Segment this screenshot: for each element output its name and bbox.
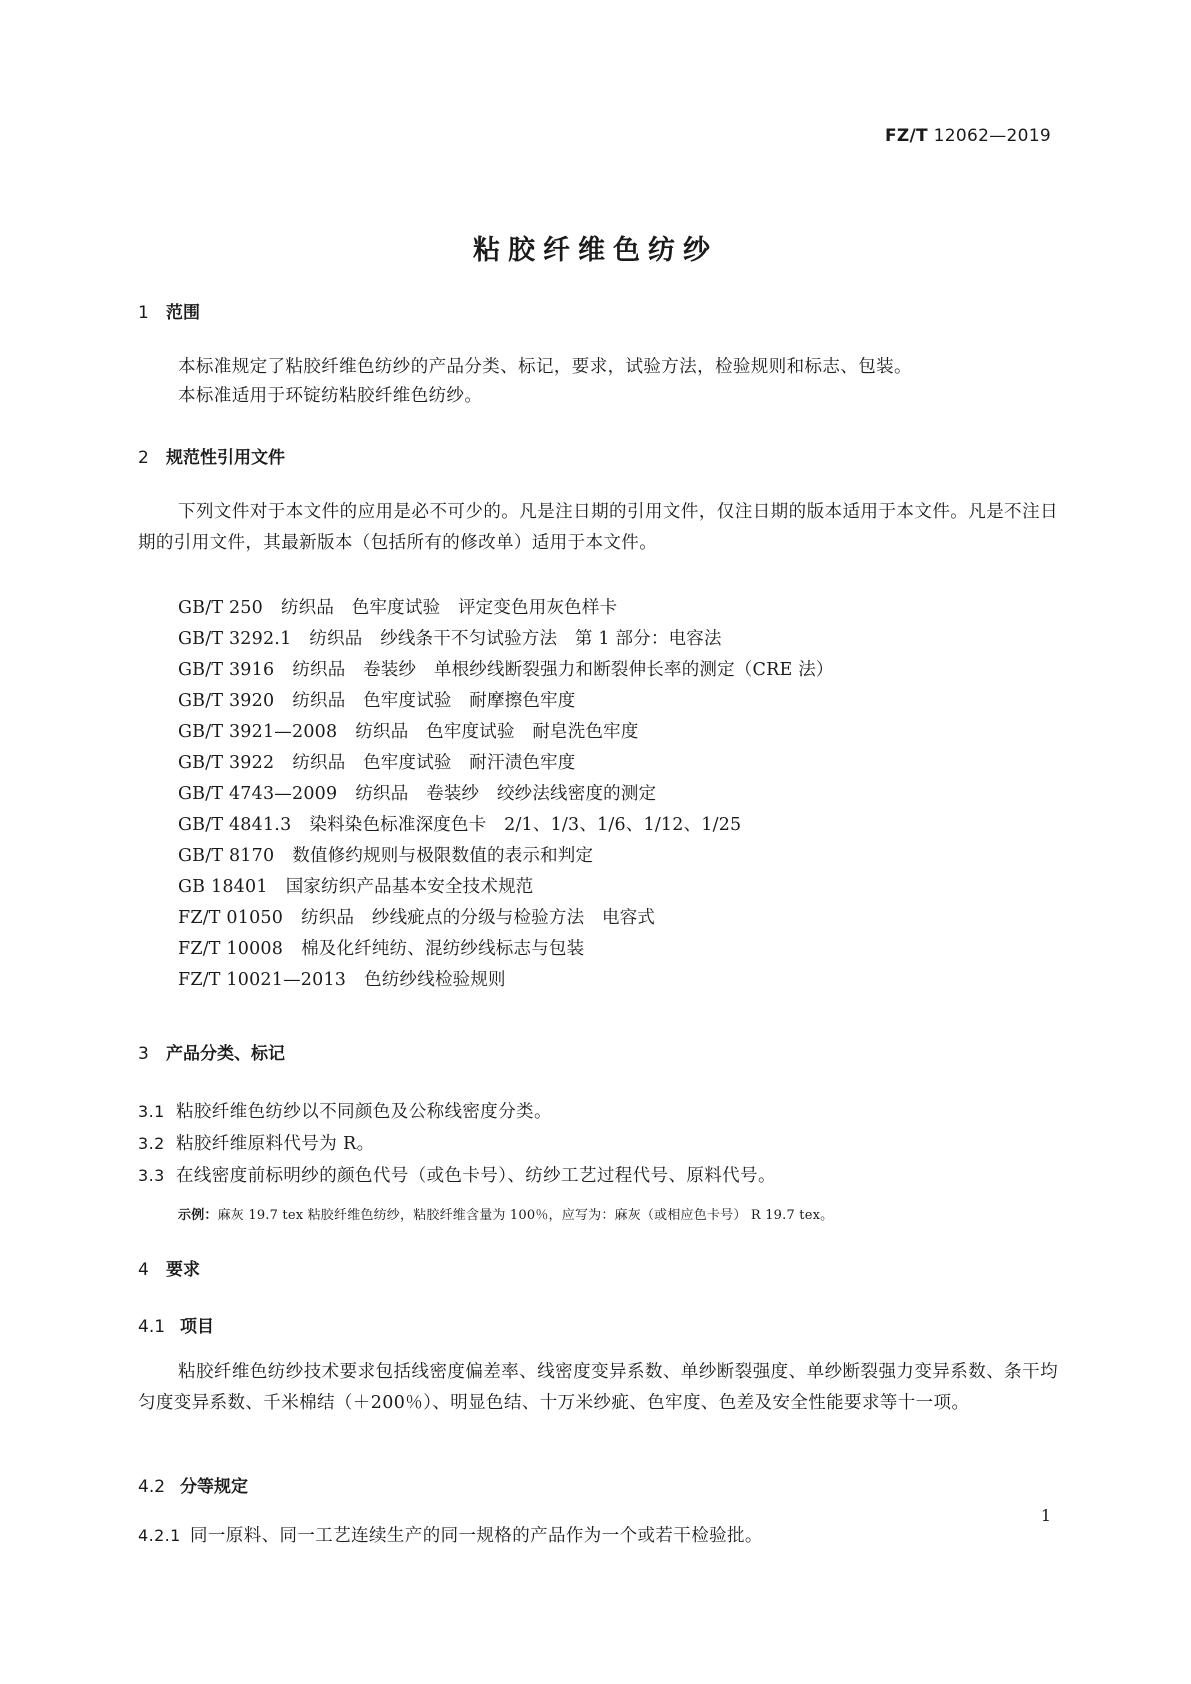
reference-code: GB/T 4841.3 bbox=[178, 815, 292, 835]
section-number: 4 bbox=[138, 1260, 149, 1280]
reference-code: FZ/T 10008 bbox=[178, 939, 284, 959]
clause-3-1 bbox=[138, 1098, 552, 1123]
reference-code: FZ/T 10021—2013 bbox=[178, 970, 347, 990]
section-1-para-1: 本标准规定了粘胶纤维色纺纱的产品分类、标记，要求，试验方法，检验规则和标志、包装。 bbox=[178, 357, 912, 377]
section-number: 2 bbox=[138, 448, 149, 468]
standard-code: 12062—2019 bbox=[933, 126, 1051, 146]
clause-number: 3.2 bbox=[138, 1134, 165, 1153]
clause-text: 在线密度前标明纱的颜色代号（或色卡号）、纺纱工艺过程代号、原料代号。 bbox=[176, 1166, 776, 1186]
reference-name: 数值修约规则与极限数值的表示和判定 bbox=[292, 846, 594, 866]
reference-item bbox=[178, 841, 834, 872]
reference-list bbox=[178, 593, 834, 996]
reference-name: 色纺纱线检验规则 bbox=[364, 970, 506, 990]
section-3-heading bbox=[138, 1039, 285, 1064]
reference-code: GB/T 3916 bbox=[178, 660, 275, 680]
section-title: 项目 bbox=[180, 1317, 214, 1337]
clause-text: 粘胶纤维原料代号为 R。 bbox=[176, 1134, 375, 1154]
section-number: 3 bbox=[138, 1044, 149, 1064]
reference-item bbox=[178, 810, 834, 841]
clause-number: 4.2.1 bbox=[138, 1526, 181, 1545]
reference-name: 染料染色标准深度色卡 2/1、1/3、1/6、1/12、1/25 bbox=[309, 815, 742, 835]
reference-code: GB/T 3292.1 bbox=[178, 629, 292, 649]
section-2-intro: 下列文件对于本文件的应用是必不可少的。凡是注日期的引用文件，仅注日期的版本适用于本文件。凡是不注日期的引用文件，其最新版本（包括所有的修改单）适用于本文件。 bbox=[138, 502, 1058, 553]
section-1-para-2: 本标准适用于环锭纺粘胶纤维色纺纱。 bbox=[178, 386, 483, 406]
reference-item bbox=[178, 717, 834, 748]
reference-item bbox=[178, 655, 834, 686]
reference-code: GB/T 3922 bbox=[178, 753, 275, 773]
page-number: 1 bbox=[1040, 1506, 1051, 1525]
section-title: 产品分类、标记 bbox=[166, 1044, 285, 1064]
document-title: 粘胶纤维色纺纱 bbox=[473, 235, 718, 266]
reference-name: 纺织品 卷装纱 绞纱法线密度的测定 bbox=[355, 784, 657, 804]
reference-name: 国家纺织产品基本安全技术规范 bbox=[285, 877, 534, 897]
reference-code: GB 18401 bbox=[178, 877, 268, 897]
section-number: 4.1 bbox=[138, 1317, 166, 1337]
reference-item bbox=[178, 686, 834, 717]
reference-code: GB/T 8170 bbox=[178, 846, 275, 866]
section-title: 规范性引用文件 bbox=[166, 448, 285, 468]
example-note bbox=[178, 1204, 833, 1223]
clause-text: 同一原料、同一工艺连续生产的同一规格的产品作为一个或若干检验批。 bbox=[190, 1526, 763, 1546]
reference-name: 纺织品 色牢度试验 耐汗渍色牢度 bbox=[292, 753, 576, 773]
section-1-heading bbox=[138, 298, 200, 323]
clause-3-2 bbox=[138, 1130, 375, 1155]
section-title: 要求 bbox=[166, 1260, 200, 1280]
section-4-heading bbox=[138, 1255, 200, 1280]
section-number: 1 bbox=[138, 303, 149, 323]
reference-name: 纺织品 色牢度试验 评定变色用灰色样卡 bbox=[280, 598, 618, 618]
reference-name: 棉及化纤纯纺、混纺纱线标志与包装 bbox=[301, 939, 585, 959]
reference-item bbox=[178, 593, 834, 624]
example-label: 示例： bbox=[178, 1208, 218, 1223]
reference-name: 纺织品 纱线条干不匀试验方法 第 1 部分：电容法 bbox=[309, 629, 722, 649]
reference-code: GB/T 3920 bbox=[178, 691, 275, 711]
clause-text: 粘胶纤维色纺纱以不同颜色及公称线密度分类。 bbox=[176, 1102, 552, 1122]
reference-code: GB/T 250 bbox=[178, 598, 263, 618]
standard-number bbox=[885, 126, 1051, 146]
reference-item bbox=[178, 934, 834, 965]
section-4-1-text: 粘胶纤维色纺纱技术要求包括线密度偏差率、线密度变异系数、单纱断裂强度、单纱断裂强力变异系数、条干均匀度变异系数、千米棉结（＋200％）、明显色结、十万米纱疵、色牢度、色差及安全性能要求等十一项。 bbox=[138, 1362, 1058, 1413]
section-2-heading bbox=[138, 443, 285, 468]
reference-item bbox=[178, 965, 834, 996]
reference-name: 纺织品 色牢度试验 耐皂洗色牢度 bbox=[355, 722, 639, 742]
clause-4-2-1 bbox=[138, 1522, 763, 1547]
reference-item bbox=[178, 748, 834, 779]
reference-code: GB/T 3921—2008 bbox=[178, 722, 338, 742]
standard-prefix: FZ/T bbox=[884, 126, 928, 146]
reference-item bbox=[178, 779, 834, 810]
section-number: 4.2 bbox=[138, 1477, 166, 1497]
reference-item bbox=[178, 624, 834, 655]
example-text: 麻灰 19.7 tex 粘胶纤维色纺纱，粘胶纤维含量为 100％，应写为：麻灰（或相应色卡号） R 19.7 tex。 bbox=[217, 1208, 834, 1223]
reference-name: 纺织品 卷装纱 单根纱线断裂强力和断裂伸长率的测定（CRE 法） bbox=[292, 660, 834, 680]
section-4-1-heading bbox=[138, 1312, 214, 1337]
clause-number: 3.1 bbox=[138, 1102, 165, 1121]
section-title: 分等规定 bbox=[180, 1477, 248, 1497]
clause-3-3 bbox=[138, 1162, 776, 1187]
reference-code: FZ/T 01050 bbox=[178, 908, 284, 928]
reference-name: 纺织品 纱线疵点的分级与检验方法 电容式 bbox=[301, 908, 656, 928]
reference-code: GB/T 4743—2009 bbox=[178, 784, 338, 804]
section-4-2-heading bbox=[138, 1472, 248, 1497]
reference-name: 纺织品 色牢度试验 耐摩擦色牢度 bbox=[292, 691, 576, 711]
reference-item bbox=[178, 903, 834, 934]
clause-number: 3.3 bbox=[138, 1166, 165, 1185]
reference-item bbox=[178, 872, 834, 903]
section-title: 范围 bbox=[166, 303, 200, 323]
